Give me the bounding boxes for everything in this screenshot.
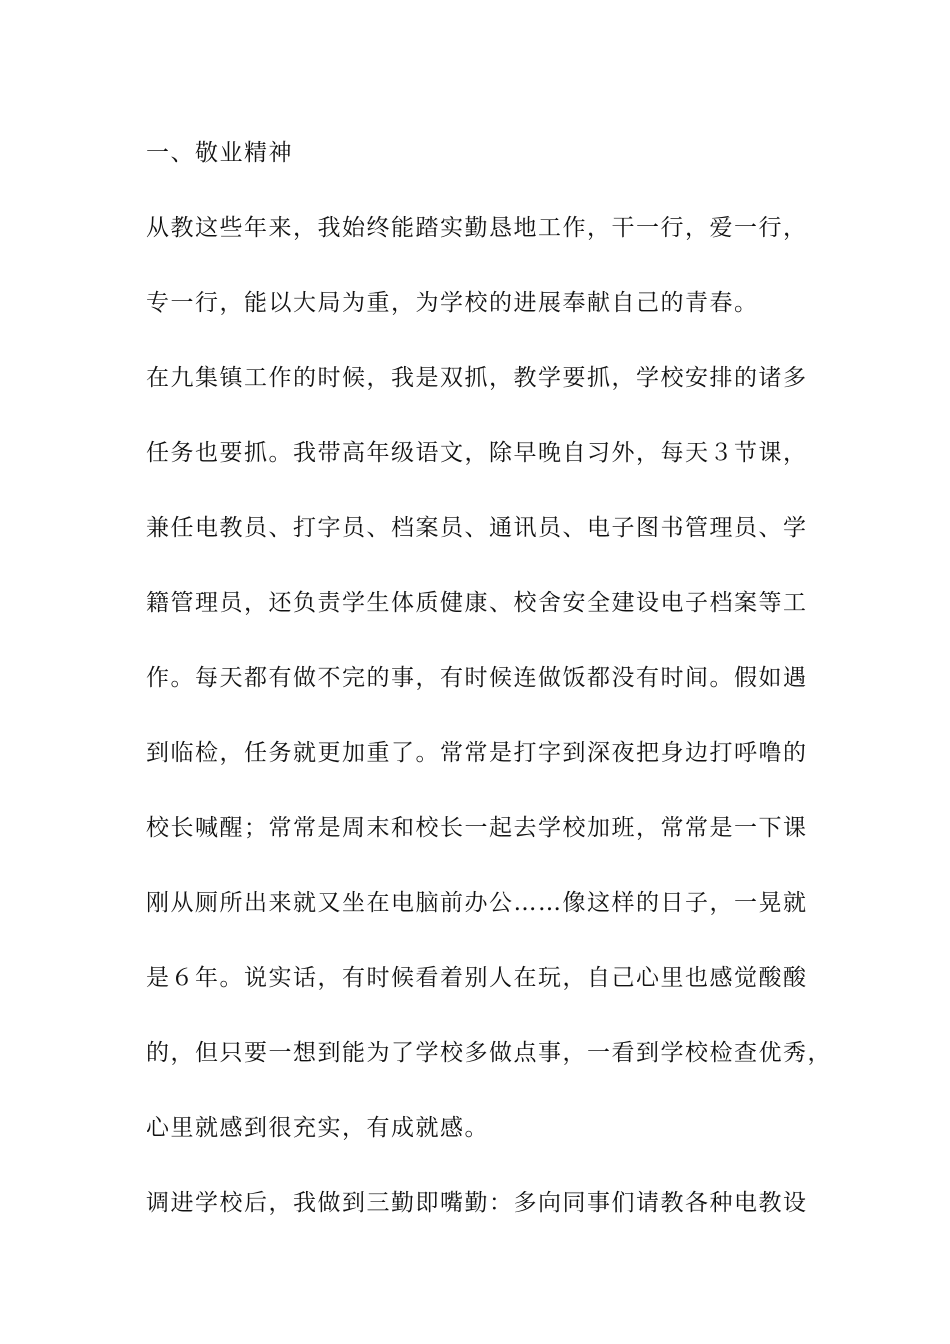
section-heading: 一、敬业精神	[146, 140, 293, 166]
text-line: 心里就感到很充实，有成就感。	[146, 1115, 489, 1141]
text-line: 籍管理员，还负责学生体质健康、校舍安全建设电子档案等工	[146, 590, 808, 616]
text-line: 调进学校后，我做到三勤即嘴勤：多向同事们请教各种电教设	[146, 1190, 808, 1216]
text-line: 是６年。说实话，有时候看着别人在玩，自己心里也感觉酸酸	[146, 965, 808, 991]
text-line: 作。每天都有做不完的事，有时候连做饭都没有时间。假如遇	[146, 665, 808, 691]
text-line: 任务也要抓。我带高年级语文，除早晚自习外，每天３节课，	[146, 440, 808, 466]
text-line: 刚从厕所出来就又坐在电脑前办公……像这样的日子，一晃就	[146, 890, 808, 916]
text-line: 兼任电教员、打字员、档案员、通讯员、电子图书管理员、学	[146, 515, 808, 541]
text-line: 到临检，任务就更加重了。常常是打字到深夜把身边打呼噜的	[146, 740, 808, 766]
text-line: 从教这些年来，我始终能踏实勤恳地工作，干一行，爱一行，	[146, 215, 808, 241]
text-line: 在九集镇工作的时候，我是双抓，教学要抓，学校安排的诸多	[146, 365, 808, 391]
text-line: 的，但只要一想到能为了学校多做点事，一看到学校检查优秀，	[146, 1040, 832, 1066]
text-line: 专一行，能以大局为重，为学校的进展奉献自己的青春。	[146, 290, 759, 316]
text-line: 校长喊醒；常常是周末和校长一起去学校加班，常常是一下课	[146, 815, 808, 841]
